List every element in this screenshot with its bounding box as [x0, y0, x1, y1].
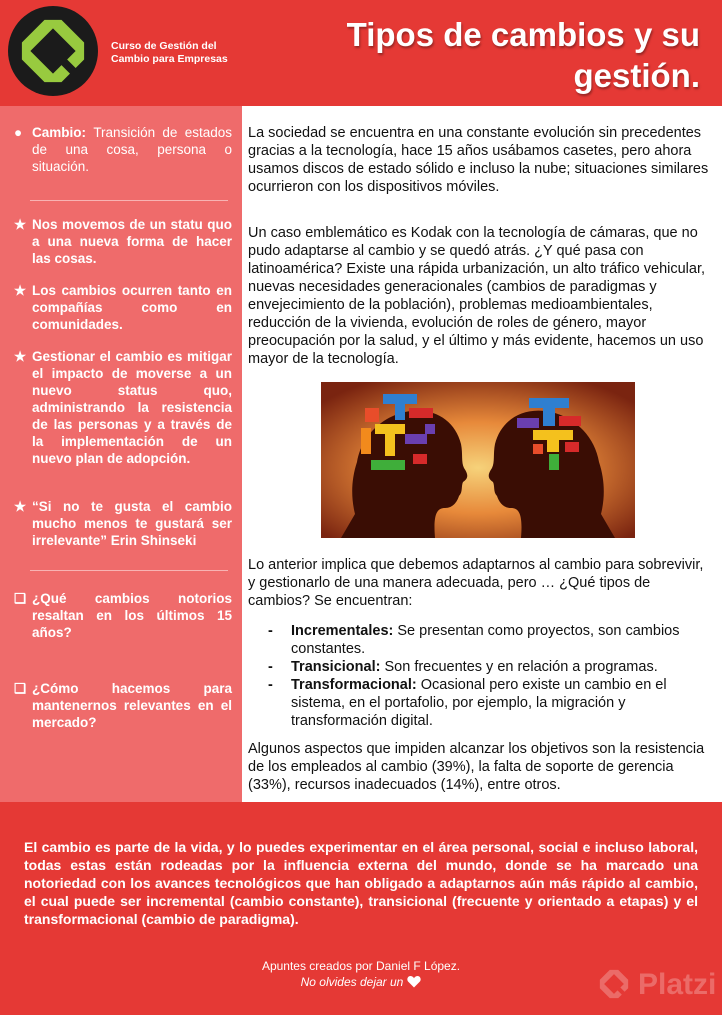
sidebar [0, 106, 242, 802]
platzi-watermark [594, 962, 718, 1006]
sidebar-question [14, 590, 232, 641]
summary-text: El cambio es parte de la vida, y lo puedes experimentar en el área personal, social e incluso laboral, todas estas están rodeadas por la influencia externa del mundo, donde se ha marcado una notoriedad con los avances tecnológicos que han obligado a adaptarnos aún más rápido al cambio, el cual puede ser incremental (cambio constante), transicional (frecuente y orientado a etapas) y el transformacional (cambio de paradigma). [24, 839, 698, 927]
sidebar-point [14, 282, 232, 333]
sidebar-quote [14, 498, 232, 549]
watermark-text: Platzi [638, 968, 717, 1001]
bullet-dot-icon: ● [14, 125, 23, 140]
definition-text: Transición de estados de una cosa, persona o situación. [32, 125, 232, 174]
change-type-description: Son frecuentes y en relación a programas. [384, 659, 658, 675]
list-item: - Incrementales: Se presentan como proyectos, son cambios constantes. [268, 623, 680, 657]
change-type-name: Transformacional: [291, 677, 417, 693]
header [0, 0, 722, 106]
paragraph-obstacles: Algunos aspectos que impiden alcanzar los objetivos son la resistencia de los empleados al cambio (39%), la falta de soporte de gerencia (33%), recursos inadecuados (14%), entre otros. [248, 741, 705, 793]
sidebar-point-text: Nos movemos de un statu quo a una nueva forma de hacer las cosas. [32, 217, 232, 266]
change-type-description: Ocasional pero existe un cambio en el sistema, en el portafolio, por ejemplo, la migración y transformación digital. [291, 677, 667, 729]
sidebar-point-text: Los cambios ocurren tanto en compañías como en comunidades. [32, 283, 232, 332]
paragraph-adapt: Lo anterior implica que debemos adaptarnos al cambio para sobrevivir, y gestionarlo de una manera adecuada, pero … ¿Qué tipos de cambios? Se encuentran: [248, 557, 704, 609]
sidebar-question [14, 680, 232, 731]
platzi-logo-icon [8, 6, 98, 96]
heads-puzzle-image [321, 382, 635, 538]
sidebar-point [14, 216, 232, 267]
sidebar-question-text: ¿Qué cambios notorios resaltan en los últimos 15 años? [32, 591, 232, 640]
change-type-name: Transicional: [291, 659, 381, 675]
sidebar-question-text: ¿Cómo hacemos para mantenernos relevantes en el mercado? [32, 681, 232, 730]
checkbox-bullet-icon: ❑ [14, 591, 27, 606]
reminder-text: No olvides dejar un [300, 975, 404, 989]
change-types-list [248, 622, 710, 730]
heart-icon [407, 975, 421, 988]
paragraph-kodak: Un caso emblemático es Kodak con la tecnología de cámaras, que no pudo adaptarse al cambio y se quedó atrás. ¿Y qué pasa con latinoamérica? Existe una rápida urbanización, un alto tráfico vehicular, nuevas necesidades generacionales (cambios de paradigmas y envejecimiento de la población), problemas medioambientales, reducción de la vivienda, evolución de roles de género, mayor preocupación por la salud, y el último y más evidente, hacemos un uso mayor de la tecnología. [248, 225, 706, 367]
sidebar-quote-text: “Si no te gusta el cambio mucho menos te gustará ser irrelevante” Erin Shinseki [32, 499, 232, 548]
course-name: Curso de Gestión del Cambio para Empresas [111, 40, 228, 65]
logo[interactable] [8, 6, 98, 96]
divider [30, 570, 228, 571]
list-item: - Transformacional: Ocasional pero existe un cambio en el sistema, en el portafolio, por ejemplo, la migración y transformación digital. [268, 677, 667, 729]
definition-block [14, 124, 232, 175]
paragraph-intro: La sociedad se encuentra en una constante evolución sin precedentes gracias a la tecnología, hace 15 años usábamos casetes, pero ahora usamos discos de estado sólido e incluso la nube; situaciones similares ocurrieron con los dispositivos móviles. [248, 125, 709, 195]
author-credit: Apuntes creados por Daniel F López. [261, 959, 461, 973]
star-bullet-icon: ★ [14, 217, 27, 232]
platzi-logo-watermark-icon [594, 964, 634, 1004]
sidebar-point-text: Gestionar el cambio es mitigar el impacto de moverse a un nuevo status quo, administrando la resistencia de las personas y a través de la implementación de un nuevo plan de adopción. [32, 349, 232, 466]
star-bullet-icon: ★ [14, 349, 27, 364]
change-type-name: Incrementales: [291, 623, 394, 639]
sidebar-point [14, 348, 232, 467]
divider [30, 200, 228, 201]
definition-term: Cambio: [32, 125, 86, 140]
footer [0, 802, 722, 1015]
change-type-description: Se presentan como proyectos, son cambios constantes. [291, 623, 680, 657]
page-title: Tipos de cambios y su gestión. [346, 16, 700, 94]
star-bullet-icon: ★ [14, 499, 27, 514]
checkbox-bullet-icon: ❑ [14, 681, 27, 696]
star-bullet-icon: ★ [14, 283, 27, 298]
list-item: - Transicional: Son frecuentes y en relación a programas. [268, 659, 658, 675]
